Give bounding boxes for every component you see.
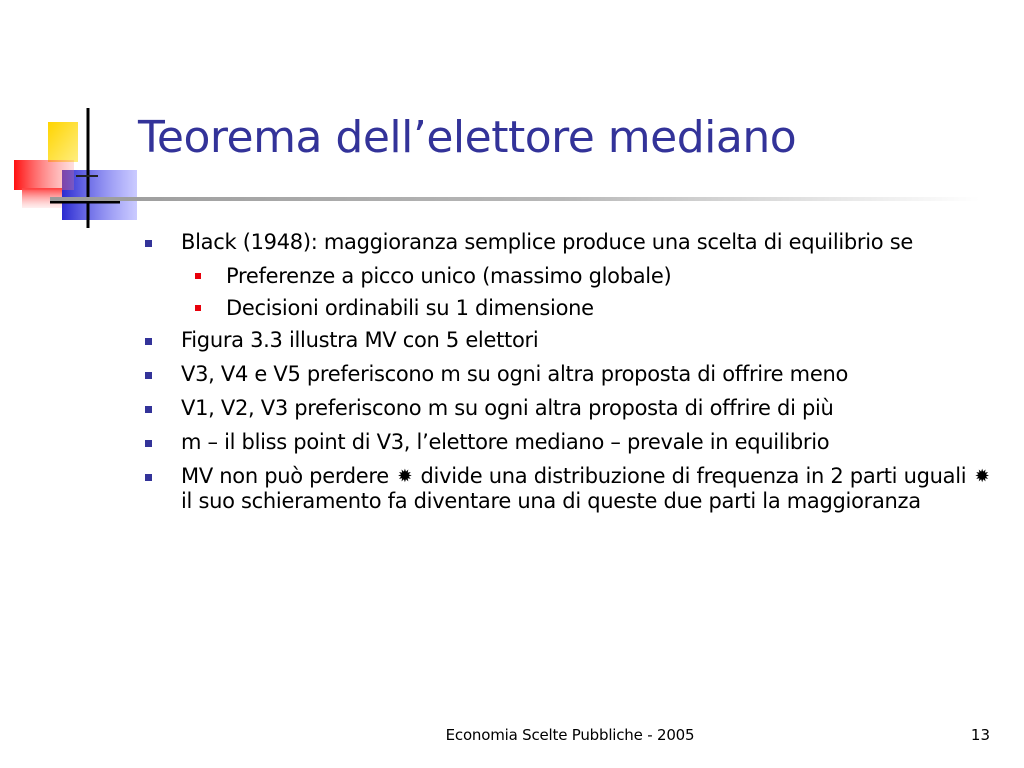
square-bullet-icon [195, 305, 201, 311]
bullet-text-part: divide una distribuzione di frequenza in 2 parti uguali [420, 464, 967, 488]
bullet-text: m – il bliss point di V3, l’elettore mediano – prevale in equilibrio [181, 430, 830, 454]
sub-bullet-item [145, 296, 1005, 321]
bullet-item [145, 464, 1005, 514]
bullet-text: Figura 3.3 illustra MV con 5 elettori [181, 328, 539, 352]
bullet-text: V3, V4 e V5 preferiscono m su ogni altra proposta di offrire meno [181, 362, 849, 386]
square-bullet-icon [145, 406, 152, 413]
starburst-icon: ✹ [397, 466, 413, 487]
square-bullet-icon [195, 273, 201, 279]
bullet-item [145, 396, 1005, 421]
square-bullet-icon [145, 440, 152, 447]
bullet-item [145, 362, 1005, 387]
square-bullet-icon [145, 338, 152, 345]
page-number: 13 [970, 726, 990, 744]
bullet-text: V1, V2, V3 preferiscono m su ogni altra proposta di offrire di più [181, 396, 834, 420]
slide-title: Teorema dell’elettore mediano [138, 112, 797, 163]
bullet-text: Black (1948): maggioranza semplice produce una scelta di equilibrio se [181, 230, 913, 254]
bullet-text-part: il suo schieramento fa diventare una di queste due parti la maggioranza [181, 489, 921, 513]
starburst-icon: ✹ [974, 466, 990, 487]
bullet-item [145, 430, 1005, 455]
square-bullet-icon [145, 240, 152, 247]
title-underline [50, 197, 980, 201]
square-bullet-icon [145, 372, 152, 379]
decorative-squares-logo [0, 100, 150, 240]
bullet-item [145, 328, 1005, 353]
bullet-text-part: MV non può perdere [181, 464, 389, 488]
square-bullet-icon [145, 474, 152, 481]
sub-bullet-item [145, 264, 1005, 289]
bullet-text: Decisioni ordinabili su 1 dimensione [226, 296, 594, 320]
bullet-item [145, 230, 1005, 255]
bullet-text: Preferenze a picco unico (massimo globale) [226, 264, 672, 288]
bullet-list [145, 230, 1005, 523]
footer-text: Economia Scelte Pubbliche - 2005 [445, 726, 695, 744]
